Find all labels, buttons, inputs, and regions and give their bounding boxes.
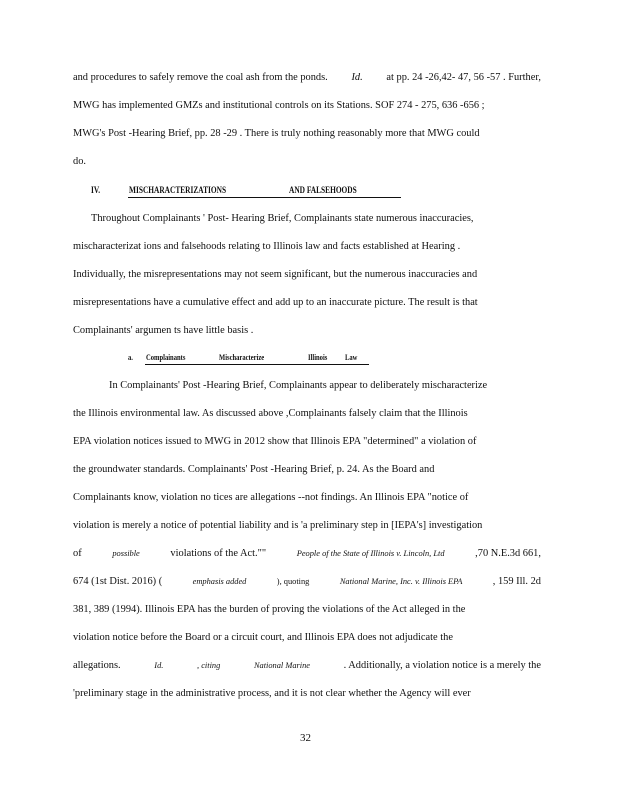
- text-run: violations of the Act."": [170, 548, 267, 559]
- text-run: ), quoting: [276, 577, 310, 586]
- body-line: misrepresentations have a cumulative effect and add up to an inaccurate picture. The result is that: [73, 297, 478, 308]
- text-run: at pp. 24 -26,42- 47, 56 -57 . Further,: [386, 72, 541, 83]
- heading-underline: [128, 197, 401, 198]
- body-line: mischaracterizat ions and falsehoods relating to Illinois law and facts established at Hearing .: [73, 241, 461, 252]
- section-heading: MISCHARACTERIZATIONS: [129, 185, 227, 195]
- body-line: the Illinois environmental law. As discussed above ,Complainants falsely claim that the Illinois: [73, 408, 468, 419]
- body-line: violation is merely a notice of potential liability and is 'a preliminary step in [IEPA's] investigation: [73, 520, 483, 531]
- subsection-heading-3: Illinois: [308, 353, 328, 362]
- body-line: Throughout Complainants ' Post- Hearing Brief, Complainants state numerous inaccuracies,: [91, 213, 474, 224]
- body-line: In Complainants' Post -Hearing Brief, Complainants appear to deliberately mischaracterize: [109, 380, 488, 391]
- body-line: EPA violation notices issued to MWG in 2012 show that Illinois EPA "determined" a violation of: [73, 436, 477, 447]
- subsection-heading-4: Law: [345, 353, 358, 362]
- text-run: , 159 Ill. 2d: [492, 576, 541, 587]
- citation-id: Id.: [351, 72, 363, 83]
- text-run: , citing: [197, 661, 221, 670]
- body-line: MWG's Post -Hearing Brief, pp. 28 -29 . There is truly nothing reasonably more that MWG could: [73, 128, 480, 139]
- subsection-heading-1: Complainants: [146, 353, 186, 362]
- subsection-number: a.: [128, 353, 133, 362]
- citation-id: Id.: [154, 661, 164, 670]
- case-name: People of the State of Illinois v. Lincoln, Ltd: [296, 549, 445, 558]
- text-run: . Additionally, a violation notice is a merely the: [343, 660, 541, 671]
- text-run: 674 (1st Dist. 2016) (: [73, 576, 163, 587]
- body-line: violation notice before the Board or a circuit court, and Illinois EPA does not adjudicate the: [73, 632, 453, 643]
- subheading-underline: [145, 364, 369, 365]
- section-heading-cont: AND FALSEHOODS: [289, 185, 357, 195]
- text-run: allegations.: [73, 660, 121, 671]
- case-name: National Marine, Inc. v. Illinois EPA: [339, 577, 463, 586]
- text-run: of: [73, 548, 82, 559]
- body-line: MWG has implemented GMZs and institutional controls on its Stations. SOF 274 - 275, 636 -656 ;: [73, 100, 485, 111]
- body-line: the groundwater standards. Complainants' Post -Hearing Brief, p. 24. As the Board and: [73, 464, 435, 475]
- body-line: 381, 389 (1994). Illinois EPA has the burden of proving the violations of the Act alleged in the: [73, 604, 466, 615]
- case-name: National Marine: [253, 661, 311, 670]
- section-number: IV.: [91, 185, 101, 195]
- emphasis-text: emphasis added: [192, 577, 247, 586]
- body-line: 'preliminary stage in the administrative process, and it is not clear whether the Agency will ever: [73, 688, 471, 699]
- body-line: Complainants' argumen ts have little basis .: [73, 325, 254, 336]
- text-run: and procedures to safely remove the coal ash from the ponds.: [73, 72, 328, 83]
- body-line: [73, 659, 541, 673]
- text-run: ,70 N.E.3d 661,: [475, 548, 541, 559]
- body-line: [73, 71, 541, 85]
- subsection-heading-2: Mischaracterize: [219, 353, 265, 362]
- body-line: [73, 547, 541, 561]
- body-line: [73, 575, 541, 589]
- page-number: 32: [300, 732, 311, 744]
- body-line: do.: [73, 156, 86, 167]
- emphasis-text: possible: [112, 549, 140, 558]
- body-line: Individually, the misrepresentations may not seem significant, but the numerous inaccuracies and: [73, 269, 478, 280]
- body-line: Complainants know, violation no tices are allegations --not findings. An Illinois EPA "notice of: [73, 492, 469, 503]
